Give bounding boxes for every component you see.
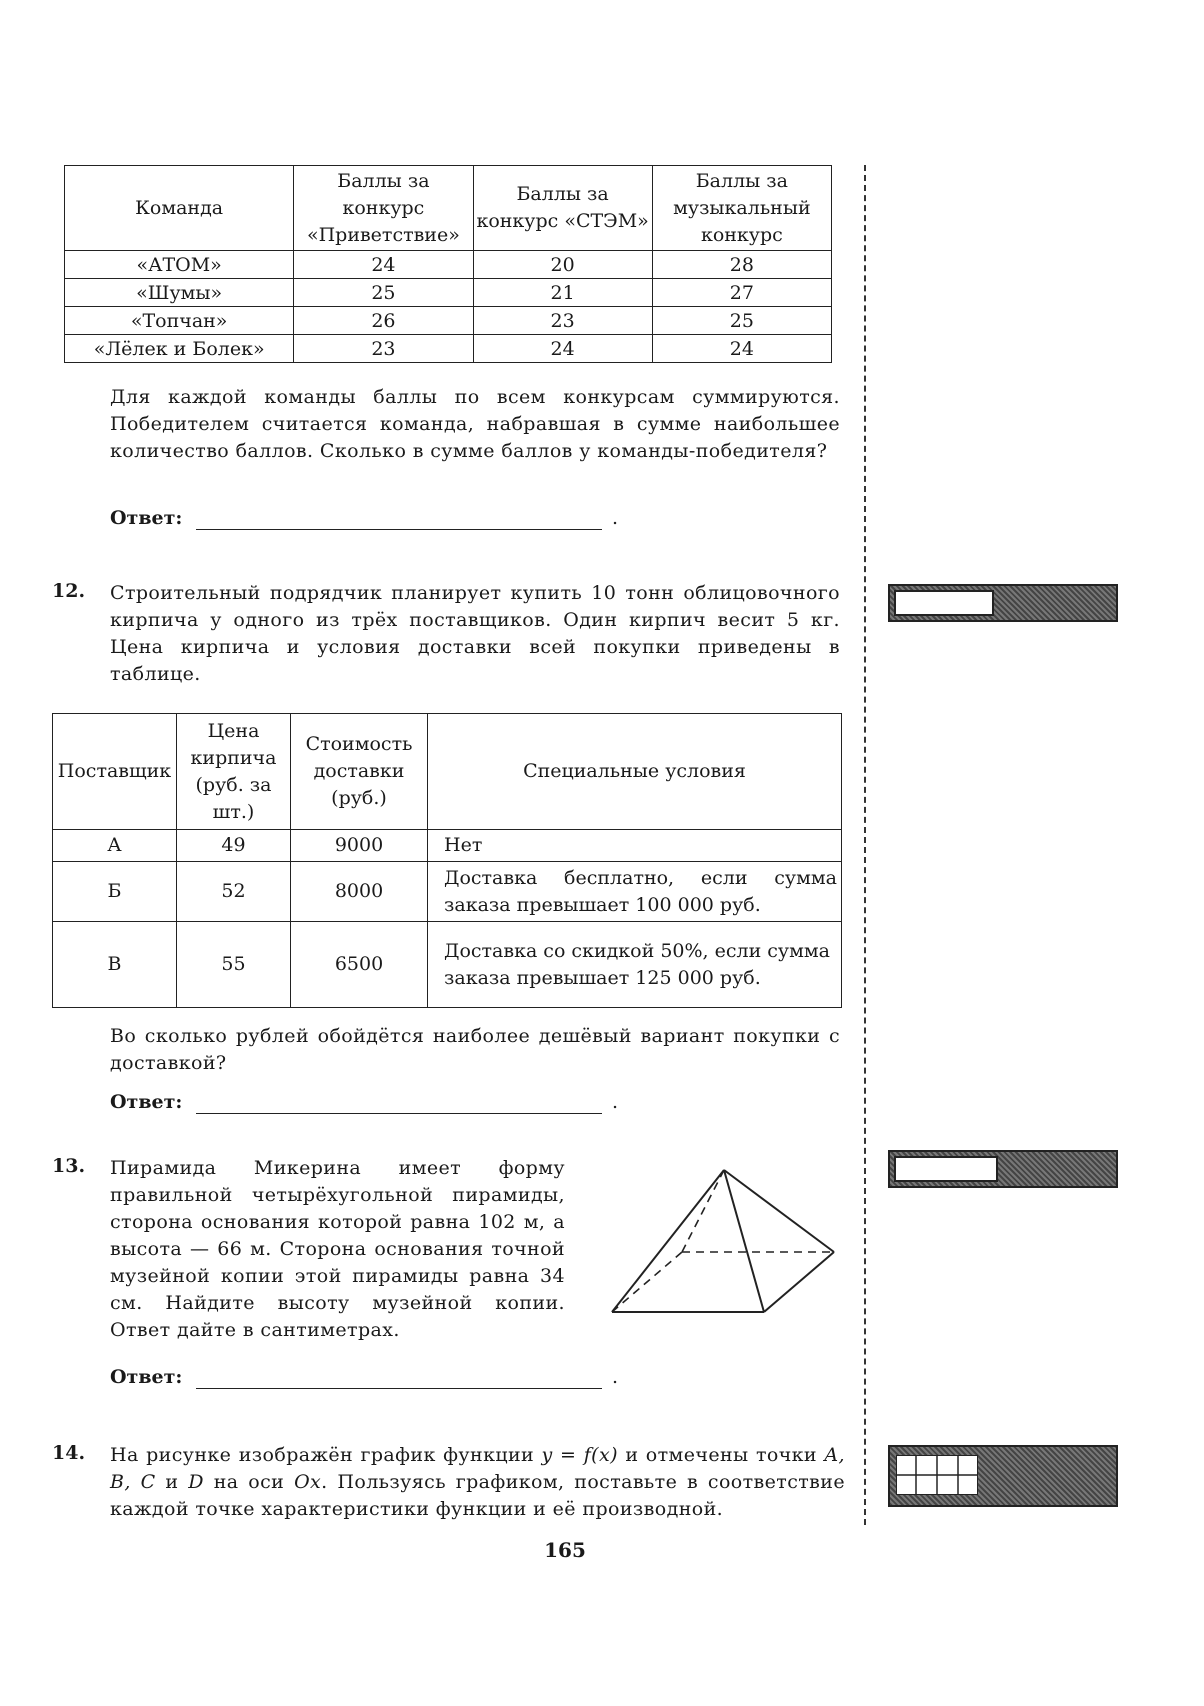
- table-cell: 25: [294, 279, 473, 307]
- pyramid-figure: [600, 1160, 840, 1320]
- q11-answer-label: Ответ:: [110, 507, 183, 529]
- pyramid-hidden-edge: [612, 1252, 682, 1312]
- q14-text-part: на оси: [213, 1471, 285, 1493]
- table-cell: «Шумы»: [65, 279, 294, 307]
- q14-point-d: D: [188, 1471, 204, 1493]
- table-row: [53, 922, 842, 1008]
- q12-text: Строительный подрядчик планирует купить 10 тонн облицовочного кирпича у одного из трёх поставщиков. Один кирпич весит 5 кг. Цена кирпича и условия доставки всей покупки приведены в таблице.: [110, 582, 840, 685]
- table-cell: Доставка бесплатно, если сумма заказа превышает 100 000 руб.: [428, 862, 842, 922]
- table-cell: Доставка со скидкой 50%, если сумма заказа превышает 125 000 руб.: [428, 922, 842, 1008]
- table-row: [65, 307, 832, 335]
- q14-text: [110, 1442, 845, 1523]
- table-row: [65, 335, 832, 363]
- q14-formula: y = f(x): [541, 1444, 618, 1466]
- q13-score-field[interactable]: [894, 1156, 998, 1182]
- page-number: 165: [544, 1538, 586, 1562]
- table-row: [53, 830, 842, 862]
- table-header: Баллы за конкурс «СТЭМ»: [473, 166, 652, 251]
- q12-question: Во сколько рублей обойдётся наиболее дешёвый вариант покупки с доставкой?: [110, 1025, 840, 1074]
- q13-answer-label: Ответ:: [110, 1366, 183, 1388]
- table-cell: 26: [294, 307, 473, 335]
- pyramid-edge: [612, 1170, 724, 1312]
- table-header: Команда: [65, 166, 294, 251]
- q12-answer-dot: .: [612, 1091, 619, 1113]
- table-header: Цена кирпича (руб. за шт.): [177, 714, 291, 830]
- q14-answer-grid[interactable]: [896, 1455, 978, 1495]
- table-header: Баллы за конкурс «Приветствие»: [294, 166, 473, 251]
- q14-score-box[interactable]: [888, 1445, 1118, 1507]
- table-cell: 25: [652, 307, 831, 335]
- q12-score-box[interactable]: [888, 584, 1118, 622]
- table-cell: 27: [652, 279, 831, 307]
- q14-text-part: На рисунке изображён график функции: [110, 1444, 535, 1466]
- q11-answer-field[interactable]: [196, 528, 602, 530]
- table-cell: 21: [473, 279, 652, 307]
- table-cell: В: [53, 922, 177, 1008]
- q13-score-box[interactable]: [888, 1150, 1118, 1188]
- pyramid-base-edge: [764, 1252, 834, 1312]
- margin-dashed-rule: [864, 165, 866, 1525]
- table-header: Баллы за музыкальный конкурс: [652, 166, 831, 251]
- table-cell: А: [53, 830, 177, 862]
- table-cell: Нет: [428, 830, 842, 862]
- table-header: Стоимость доставки (руб.): [291, 714, 428, 830]
- q14-number: 14.: [52, 1442, 86, 1464]
- q11-answer-dot: .: [612, 507, 619, 529]
- pyramid-hidden-edge: [682, 1170, 724, 1252]
- table-cell: Б: [53, 862, 177, 922]
- q14-text-part: и отмечены точки: [625, 1444, 818, 1466]
- pyramid-edge: [724, 1170, 834, 1252]
- q12-answer-field[interactable]: [196, 1112, 602, 1114]
- table-header: Поставщик: [53, 714, 177, 830]
- table-cell: 8000: [291, 862, 428, 922]
- table-cell: 24: [652, 335, 831, 363]
- q12-score-field[interactable]: [894, 590, 994, 616]
- table-cell: 23: [473, 307, 652, 335]
- table-cell: «Топчан»: [65, 307, 294, 335]
- table-cell: 24: [473, 335, 652, 363]
- table-cell: «АТОМ»: [65, 251, 294, 279]
- q12-number: 12.: [52, 580, 86, 602]
- table-cell: 24: [294, 251, 473, 279]
- table-row: [65, 279, 832, 307]
- scores-table: [64, 165, 832, 363]
- q13-answer-field[interactable]: [196, 1387, 602, 1389]
- table-header: Специальные условия: [428, 714, 842, 830]
- table-cell: 9000: [291, 830, 428, 862]
- table-cell: 52: [177, 862, 291, 922]
- suppliers-table: [52, 713, 842, 1008]
- table-cell: 23: [294, 335, 473, 363]
- table-row: [65, 251, 832, 279]
- q14-points: A, B, C: [110, 1444, 845, 1493]
- table-cell: «Лёлек и Болек»: [65, 335, 294, 363]
- q14-axis: Ox: [294, 1471, 322, 1493]
- q13-number: 13.: [52, 1155, 86, 1177]
- q14-text-part: и: [165, 1471, 179, 1493]
- table-cell: 6500: [291, 922, 428, 1008]
- table-cell: 20: [473, 251, 652, 279]
- q13-answer-dot: .: [612, 1366, 619, 1388]
- q12-answer-label: Ответ:: [110, 1091, 183, 1113]
- pyramid-edge: [724, 1170, 764, 1312]
- q14-text-part: . Пользуясь графиком, поставьте в соответствие каждой точке характеристики функции и её производной.: [110, 1471, 845, 1520]
- table-cell: 55: [177, 922, 291, 1008]
- table-row: [53, 862, 842, 922]
- q11-text: Для каждой команды баллы по всем конкурсам суммируются. Победителем считается команда, набравшая в сумме наибольшее количество баллов. Сколько в сумме баллов у команды-победителя?: [110, 386, 840, 462]
- q13-text: Пирамида Микерина имеет форму правильной четырёхугольной пирамиды, сторона основания которой равна 102 м, а высота — 66 м. Сторона основания точной музейной копии этой пирамиды равна 34 см. Найдите высоту музейной копии. Ответ дайте в сантиметрах.: [110, 1157, 565, 1341]
- table-cell: 49: [177, 830, 291, 862]
- table-cell: 28: [652, 251, 831, 279]
